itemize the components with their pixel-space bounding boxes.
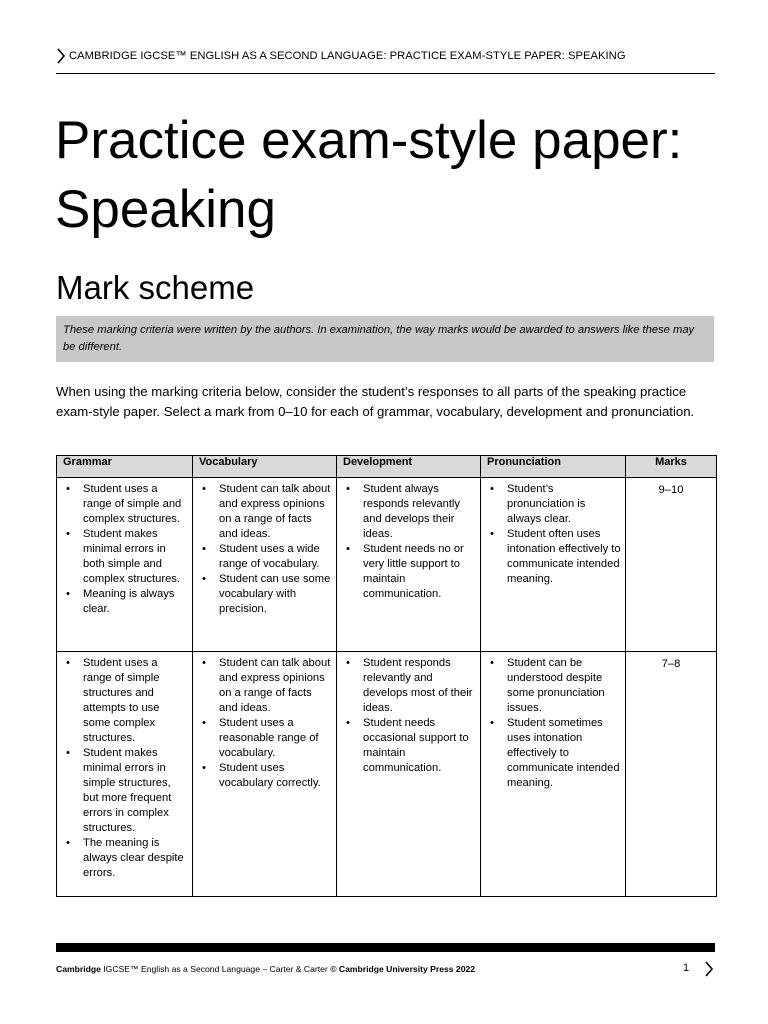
development-criteria-cell (337, 478, 481, 652)
criterion-item: • Student uses vocabulary correctly. (197, 761, 332, 791)
development-criteria-cell (337, 652, 481, 897)
criterion-item: • The meaning is always clear despite errors. (61, 836, 188, 881)
pronunciation-criteria-cell (481, 652, 626, 897)
criterion-item: • Student needs occasional support to maintain communication. (341, 716, 476, 776)
header-rule (56, 73, 715, 74)
criterion-item: • Student can be understood despite some pronunciation issues. (485, 656, 621, 716)
footer-copyright: © Cambridge University Press 2022 (330, 964, 476, 974)
criterion-item: • Student’s pronunciation is always clear. (485, 482, 621, 527)
marks-cell: 7–8 (626, 652, 717, 897)
footer-book: IGCSE™ English as a Second Language – Carter & Carter (100, 964, 331, 974)
column-header-pronunciation: Pronunciation (481, 456, 626, 478)
criterion-item: • Student can use some vocabulary with precision. (197, 572, 332, 617)
footer-credit (56, 964, 475, 974)
running-title: CAMBRIDGE IGCSE™ ENGLISH AS A SECOND LANGUAGE: PRACTICE EXAM-STYLE PAPER: SPEAKING (69, 50, 626, 62)
section-title: Mark scheme (56, 269, 255, 306)
grammar-criteria-cell (57, 652, 193, 897)
grammar-criteria-cell (57, 478, 193, 652)
criterion-item: • Student makes minimal errors in simple structures, but more frequent errors in complex structures. (61, 746, 188, 836)
criterion-item: • Meaning is always clear. (61, 587, 188, 617)
criterion-item: • Student responds relevantly and develops most of their ideas. (341, 656, 476, 716)
column-header-marks: Marks (626, 456, 717, 478)
page-number: 1 (683, 962, 690, 974)
footer-series: Cambridge (56, 964, 101, 974)
criterion-item: • Student uses a range of simple structures and attempts to use some complex structures. (61, 656, 188, 746)
page-title: Practice exam-style paper: Speaking (55, 111, 683, 239)
criterion-item: • Student always responds relevantly and develops their ideas. (341, 482, 476, 542)
marks-cell: 9–10 (626, 478, 717, 652)
criterion-item: • Student uses a reasonable range of vocabulary. (197, 716, 332, 761)
criterion-item: • Student sometimes uses intonation effectively to communicate intended meaning. (485, 716, 621, 791)
mark-scheme-table (56, 455, 717, 897)
column-header-vocabulary: Vocabulary (193, 456, 337, 478)
criterion-item: • Student often uses intonation effectively to communicate intended meaning. (485, 527, 621, 587)
intro-paragraph: When using the marking criteria below, consider the student’s responses to all parts of the speaking practice exam-style paper. Select a mark from 0–10 for each of grammar, vocabulary, development and pronunciation. (56, 384, 695, 419)
table-header-row (57, 456, 717, 478)
vocabulary-criteria-cell (193, 478, 337, 652)
criterion-item: • Student uses a wide range of vocabulary. (197, 542, 332, 572)
column-header-development: Development (337, 456, 481, 478)
criterion-item: • Student uses a range of simple and complex structures. (61, 482, 188, 527)
criterion-item: • Student needs no or very little support to maintain communication. (341, 542, 476, 602)
criterion-item: • Student can talk about and express opinions on a range of facts and ideas. (197, 656, 332, 716)
footer-rule (56, 943, 715, 952)
table-row (57, 652, 717, 897)
criterion-item: • Student can talk about and express opinions on a range of facts and ideas. (197, 482, 332, 542)
chevron-right-icon[interactable] (704, 961, 714, 977)
criterion-item: • Student makes minimal errors in both simple and complex structures. (61, 527, 188, 587)
table-row (57, 478, 717, 652)
disclaimer-note: These marking criteria were written by the authors. In examination, the way marks would be awarded to answers like these may be different. (56, 316, 714, 362)
vocabulary-criteria-cell (193, 652, 337, 897)
running-header (56, 46, 714, 68)
chevron-right-icon (56, 48, 66, 64)
pronunciation-criteria-cell (481, 478, 626, 652)
column-header-grammar: Grammar (57, 456, 193, 478)
